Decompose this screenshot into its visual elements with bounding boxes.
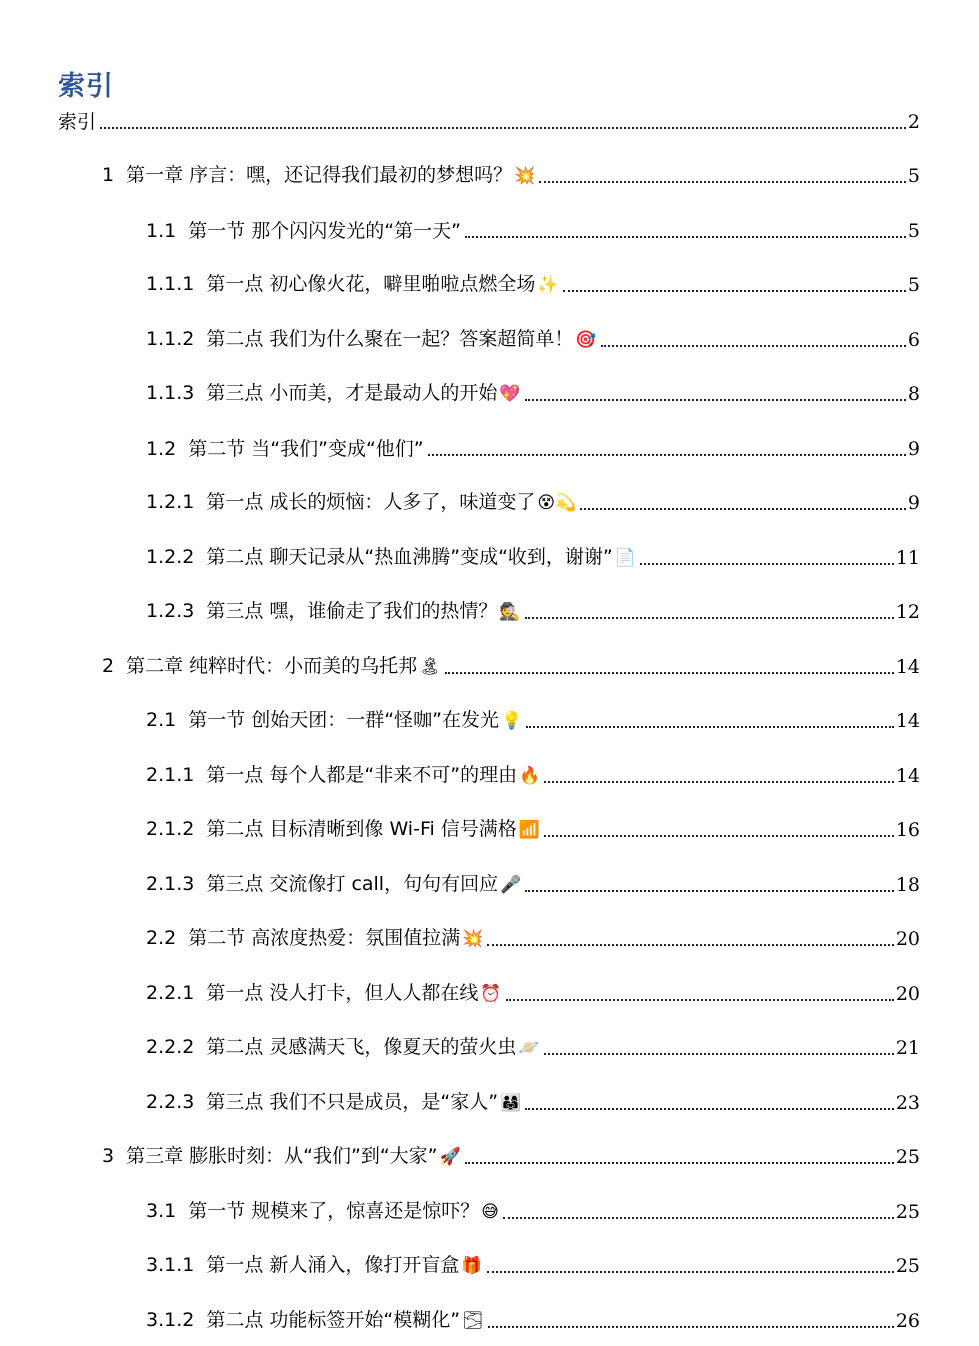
toc-entry-text xyxy=(146,981,502,1006)
toc-page-number: 23 xyxy=(895,1091,920,1114)
toc-entry-text xyxy=(146,545,636,570)
toc-entry-text xyxy=(146,708,522,733)
dot-leader xyxy=(445,672,894,674)
dot-leader xyxy=(487,944,893,946)
dot-leader xyxy=(525,1108,894,1110)
toc-page-number: 16 xyxy=(895,819,920,841)
toc-page-number: 2 xyxy=(907,111,920,133)
dot-leader xyxy=(487,1271,894,1273)
dot-leader xyxy=(525,617,894,619)
dot-leader xyxy=(428,454,906,456)
emoji-icon: 🎁 xyxy=(461,1256,483,1276)
page-title: 索引 xyxy=(58,71,114,102)
toc-page-number: 8 xyxy=(907,383,920,405)
toc-entry[interactable] xyxy=(146,215,920,243)
dot-leader xyxy=(544,1053,894,1055)
toc-entry[interactable] xyxy=(146,705,920,733)
dot-leader xyxy=(100,127,906,129)
toc-entry-title: 第二节 高浓度热爱：氛围值拉满 xyxy=(188,927,461,949)
dot-leader xyxy=(525,399,906,401)
toc-entry[interactable] xyxy=(146,1196,920,1224)
toc-entry-text xyxy=(146,272,559,297)
dot-leader xyxy=(465,236,906,238)
toc-entry-title: 第一章 序言：嘿，还记得我们最初的梦想吗？ xyxy=(126,164,513,186)
toc-entry-title: 第一节 规模来了，惊喜还是惊吓？ xyxy=(188,1199,480,1222)
dot-leader xyxy=(465,1162,894,1164)
toc-entry-title: 第三点 小而美，才是最动人的开始 xyxy=(206,382,498,404)
dot-leader xyxy=(539,181,906,183)
toc-entry-title: 第二节 当“我们”变成“他们” xyxy=(188,437,424,460)
toc-entry-title: 第二点 我们为什么聚在一起？答案超简单！ xyxy=(206,327,574,350)
emoji-icon: ✨ xyxy=(537,275,559,295)
toc-entry-text xyxy=(146,1090,521,1115)
toc-page-number: 14 xyxy=(895,764,920,787)
toc-page-number: 20 xyxy=(895,982,920,1005)
toc-entry[interactable] xyxy=(146,542,920,570)
toc-entry[interactable] xyxy=(146,1087,920,1115)
emoji-icon: 🔥 xyxy=(519,765,541,786)
toc-entry-title: 第一点 初心像火花，噼里啪啦点燃全场 xyxy=(206,273,536,295)
toc-entry-number: 2.1.1 xyxy=(146,763,195,786)
toc-entry-text xyxy=(102,163,535,188)
toc-entry[interactable] xyxy=(58,106,920,134)
toc-page-number: 5 xyxy=(907,165,920,187)
toc-entry-number: 1.2 xyxy=(146,437,177,460)
dot-leader xyxy=(544,781,894,783)
toc-page-number: 6 xyxy=(907,328,920,351)
emoji-icon: 🎤 xyxy=(500,874,522,895)
toc-entry-text xyxy=(102,1144,461,1169)
toc-page-number: 14 xyxy=(895,710,920,732)
dot-leader xyxy=(601,345,906,347)
emoji-icon: 💖 xyxy=(499,384,521,404)
toc-page-number: 5 xyxy=(907,274,920,296)
toc-entry-title: 第三点 交流像打 call，句句有回应 xyxy=(206,872,499,895)
toc-page-number: 25 xyxy=(895,1200,920,1223)
toc-entry[interactable] xyxy=(102,651,920,679)
toc-page-number: 21 xyxy=(895,1037,920,1059)
toc-entry-number: 1.2.2 xyxy=(146,545,195,568)
toc-entry-number: 1.2.3 xyxy=(146,600,195,622)
toc-entry-text xyxy=(146,817,540,842)
emoji-icon: 📶 xyxy=(518,820,540,840)
toc-entry-number: 2.2.1 xyxy=(146,981,195,1004)
toc-entry-title: 第二章 纯粹时代：小而美的乌托邦 xyxy=(126,654,418,677)
toc-entry-number: 2.1 xyxy=(146,709,177,731)
toc-entry-title: 第一点 新人涌入，像打开盲盒 xyxy=(206,1254,460,1276)
toc-entry-number: 2.2 xyxy=(146,927,177,949)
dot-leader xyxy=(640,563,894,565)
toc-entry[interactable] xyxy=(146,978,920,1006)
toc-entry-number: 1.1 xyxy=(146,219,177,242)
dot-leader xyxy=(526,726,894,728)
toc-entry-number: 1.1.2 xyxy=(146,327,195,350)
dot-leader xyxy=(503,1217,894,1219)
emoji-icon: 🏝 xyxy=(419,656,441,677)
toc-entry-number: 3.1 xyxy=(146,1199,177,1222)
toc-entry-number: 2.1.3 xyxy=(146,872,195,895)
toc-entry[interactable] xyxy=(146,923,920,951)
toc-entry-number: 1 xyxy=(102,164,115,186)
toc-entry-title: 第一节 创始天团：一群“怪咖”在发光 xyxy=(188,709,499,731)
toc-page-number: 12 xyxy=(895,601,920,623)
emoji-icon: 😵💫 xyxy=(537,493,577,513)
toc-entry[interactable] xyxy=(146,596,920,624)
toc-entry-number: 3 xyxy=(102,1145,115,1167)
toc-entry-title: 第二点 聊天记录从“热血沸腾”变成“收到，谢谢” xyxy=(206,545,613,568)
toc-entry-number: 2 xyxy=(102,654,115,677)
toc-entry-text xyxy=(146,599,521,624)
toc-entry-title: 索引 xyxy=(58,111,97,133)
toc-entry-number: 2.2.3 xyxy=(146,1090,195,1113)
toc-entry[interactable] xyxy=(146,324,920,352)
emoji-icon: ⏰ xyxy=(480,983,502,1004)
dot-leader xyxy=(525,890,894,892)
dot-leader xyxy=(580,508,906,510)
toc-entry[interactable] xyxy=(146,1032,920,1060)
toc-entry[interactable] xyxy=(146,378,920,406)
toc-entry[interactable] xyxy=(146,487,920,515)
emoji-icon: 🚀 xyxy=(439,1147,461,1167)
toc-entry-number: 1.2.1 xyxy=(146,491,195,513)
toc-entry-title: 第三点 嘿，谁偷走了我们的热情？ xyxy=(206,600,498,622)
toc-entry-number: 3.1.2 xyxy=(146,1308,195,1331)
toc-entry-number: 3.1.1 xyxy=(146,1254,195,1276)
emoji-icon: 💥 xyxy=(514,166,536,186)
toc-entry-text xyxy=(146,1199,499,1224)
emoji-icon: 👨‍👩‍👧 xyxy=(500,1092,522,1113)
toc-entry-title: 第一点 成长的烦恼：人多了，味道变了 xyxy=(206,491,536,513)
toc-page-number: 18 xyxy=(895,873,920,896)
dot-leader xyxy=(488,1326,894,1328)
toc-page-number: 14 xyxy=(895,655,920,678)
toc-entry-text xyxy=(146,327,597,352)
toc-page-number: 25 xyxy=(895,1146,920,1168)
emoji-icon: 🪐 xyxy=(518,1038,540,1058)
toc-entry-text xyxy=(146,381,521,406)
toc-entry-title: 第一节 那个闪闪发光的“第一天” xyxy=(188,219,461,242)
toc-entry-title: 第二点 灵感满天飞，像夏天的萤火虫 xyxy=(206,1036,517,1058)
toc-entry-text xyxy=(146,437,424,461)
emoji-icon: 😅 xyxy=(481,1201,499,1222)
toc-entry-number: 1.1.3 xyxy=(146,382,195,404)
toc-entry-number: 2.1.2 xyxy=(146,818,195,840)
toc-entry-text xyxy=(146,763,540,788)
toc-entry-title: 第二点 功能标签开始“模糊化” xyxy=(206,1308,461,1331)
emoji-icon: 🎯 xyxy=(575,329,597,350)
emoji-icon: 📄 xyxy=(614,547,636,568)
dot-leader xyxy=(506,999,894,1001)
toc-page-number: 26 xyxy=(895,1309,920,1332)
dot-leader xyxy=(544,835,894,837)
toc-entry[interactable] xyxy=(146,433,920,461)
toc-page-number: 5 xyxy=(907,219,920,242)
emoji-icon: 💥 xyxy=(462,929,484,949)
toc-entry-text xyxy=(146,926,483,951)
toc-entry[interactable] xyxy=(146,1250,920,1278)
toc-entry-text xyxy=(146,1035,540,1060)
toc-entry[interactable] xyxy=(102,1141,920,1169)
toc-entry[interactable] xyxy=(102,160,920,188)
emoji-icon: 🕵 xyxy=(499,602,521,622)
dot-leader xyxy=(563,290,906,292)
toc-entry-number: 2.2.2 xyxy=(146,1036,195,1058)
toc-entry-title: 第三点 我们不只是成员，是“家人” xyxy=(206,1090,499,1113)
toc-page-number: 9 xyxy=(907,437,920,460)
toc-entry-text xyxy=(146,219,461,243)
toc-entry-title: 第二点 目标清晰到像 Wi-Fi 信号满格 xyxy=(206,818,517,840)
toc-page-number: 9 xyxy=(907,492,920,514)
toc-entry-text xyxy=(146,490,576,515)
toc-entry-text xyxy=(146,872,521,897)
toc-page-number: 11 xyxy=(895,546,920,569)
toc-entry[interactable] xyxy=(146,760,920,788)
toc-entry-text xyxy=(146,1308,484,1333)
toc-entry[interactable] xyxy=(146,814,920,842)
emoji-icon: 💡 xyxy=(500,711,523,731)
toc-entry-text xyxy=(58,110,96,134)
toc-entry-text xyxy=(146,1253,483,1278)
toc-entry-title: 第一点 没人打卡，但人人都在线 xyxy=(206,981,479,1004)
toc-page-number: 20 xyxy=(895,928,920,950)
toc-entry-number: 1.1.1 xyxy=(146,273,195,295)
toc-entry[interactable] xyxy=(146,269,920,297)
toc-entry[interactable] xyxy=(146,869,920,897)
emoji-icon: 🌫 xyxy=(462,1310,484,1331)
toc-entry-title: 第一点 每个人都是“非来不可”的理由 xyxy=(206,763,518,786)
toc-entry-title: 第三章 膨胀时刻：从“我们”到“大家” xyxy=(126,1145,438,1167)
toc-page-number: 25 xyxy=(895,1255,920,1277)
toc-entry-text xyxy=(102,654,441,679)
toc-entry[interactable] xyxy=(146,1305,920,1333)
